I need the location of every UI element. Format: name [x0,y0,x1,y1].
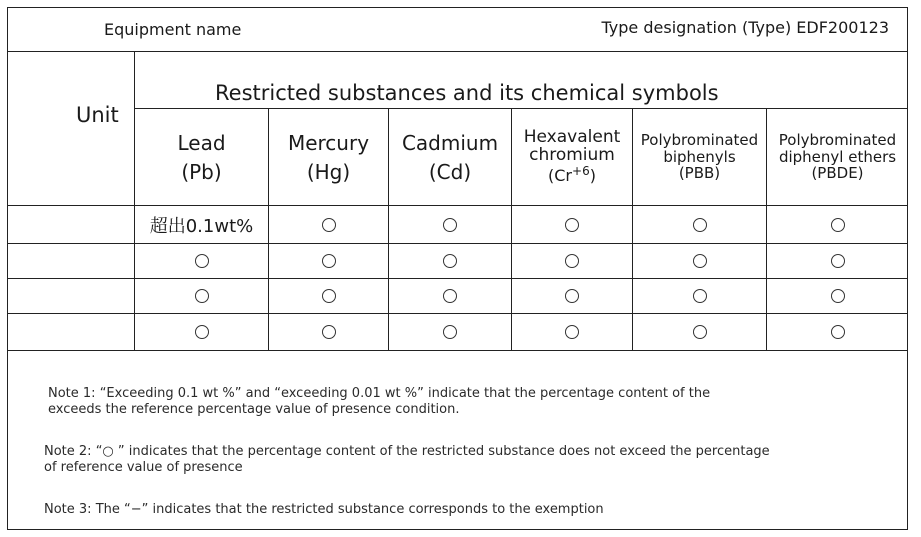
not-exceeding-circle-icon [565,289,579,303]
table-cell [389,206,511,243]
column-symbol: (Hg) [306,159,351,184]
symbol-end: ) [589,166,596,186]
column-head-hexavalent-chromium [512,110,632,205]
note-2-line-1: Note 2: “○ ” indicates that the percentage content of the restricted substance does not exceed the percentage [44,444,770,459]
table-cell [767,279,908,313]
rule-above-notes [7,350,908,351]
table-cell [135,206,268,243]
note-2-line-2: of reference value of presence [44,460,243,475]
table-cell [135,314,268,350]
column-name-line-1: Hexavalent [523,127,621,148]
table-cell [767,206,908,243]
table-cell [512,244,632,278]
not-exceeding-circle-icon [443,325,457,339]
table-cell [633,244,766,278]
not-exceeding-circle-icon [322,218,336,232]
table-cell [767,314,908,350]
rule-below-header [7,51,908,52]
note-3: Note 3: The “−” indicates that the restricted substance corresponds to the exemption [44,502,604,517]
table-cell [512,206,632,243]
column-symbol: (PBDE) [811,164,864,183]
rule-below-group-title [135,108,908,109]
cell-value: 超出0.1wt% [149,215,254,237]
column-symbol: (Cd) [428,159,472,184]
not-exceeding-circle-icon [565,218,579,232]
type-designation: Type designation (Type) EDF200123 [601,18,889,37]
not-exceeding-circle-icon [693,218,707,232]
table-cell [512,314,632,350]
table-cell [269,244,388,278]
table-cell [389,314,511,350]
column-name-line-2: diphenyl ethers [778,147,897,166]
not-exceeding-circle-icon [443,254,457,268]
table-cell [269,279,388,313]
table-cell [389,244,511,278]
column-name: Mercury [287,130,370,155]
symbol-superscript: +6 [572,164,590,179]
not-exceeding-circle-icon [693,254,707,268]
not-exceeding-circle-icon [831,289,845,303]
note-1-line-2: exceeds the reference percentage value of presence condition. [48,402,460,417]
not-exceeding-circle-icon [195,325,209,339]
column-head-cadmium [389,110,511,205]
unit-label: Unit [76,103,119,127]
table-cell [389,279,511,313]
not-exceeding-circle-icon [322,254,336,268]
column-head-pbde [767,110,908,205]
not-exceeding-circle-icon [322,289,336,303]
not-exceeding-circle-icon [831,325,845,339]
not-exceeding-circle-icon [565,325,579,339]
not-exceeding-circle-icon [831,254,845,268]
table-cell [633,206,766,243]
column-name-line-1: Polybrominated [778,131,897,150]
not-exceeding-circle-icon [443,218,457,232]
restricted-substances-title: Restricted substances and its chemical symbols [215,81,719,105]
column-name-line-2: biphenyls [663,147,736,166]
not-exceeding-circle-icon [693,325,707,339]
column-symbol [548,165,596,185]
table-cell [633,314,766,350]
column-name: Cadmium [401,130,499,155]
note-1-line-1: Note 1: “Exceeding 0.1 wt %” and “exceeding 0.01 wt %” indicate that the percentage content of the [48,386,711,401]
not-exceeding-circle-icon [831,218,845,232]
not-exceeding-circle-icon [195,254,209,268]
not-exceeding-circle-icon [322,325,336,339]
not-exceeding-circle-icon [693,289,707,303]
table-cell [512,279,632,313]
column-symbol: (Pb) [181,159,222,184]
not-exceeding-circle-icon [565,254,579,268]
column-name: Lead [177,130,226,155]
table-cell [269,314,388,350]
table-cell [135,279,268,313]
column-head-pbb [633,110,766,205]
not-exceeding-circle-icon [443,289,457,303]
column-symbol: (PBB) [678,164,721,183]
symbol-base: (Cr [548,166,573,186]
column-name-line-2: chromium [529,145,615,166]
table-cell [633,279,766,313]
column-head-mercury [269,110,388,205]
column-name-line-1: Polybrominated [640,131,759,150]
equipment-name-label: Equipment name [104,20,242,39]
table-cell [767,244,908,278]
column-head-lead [135,110,268,205]
not-exceeding-circle-icon [195,289,209,303]
table-cell [269,206,388,243]
table-cell [135,244,268,278]
